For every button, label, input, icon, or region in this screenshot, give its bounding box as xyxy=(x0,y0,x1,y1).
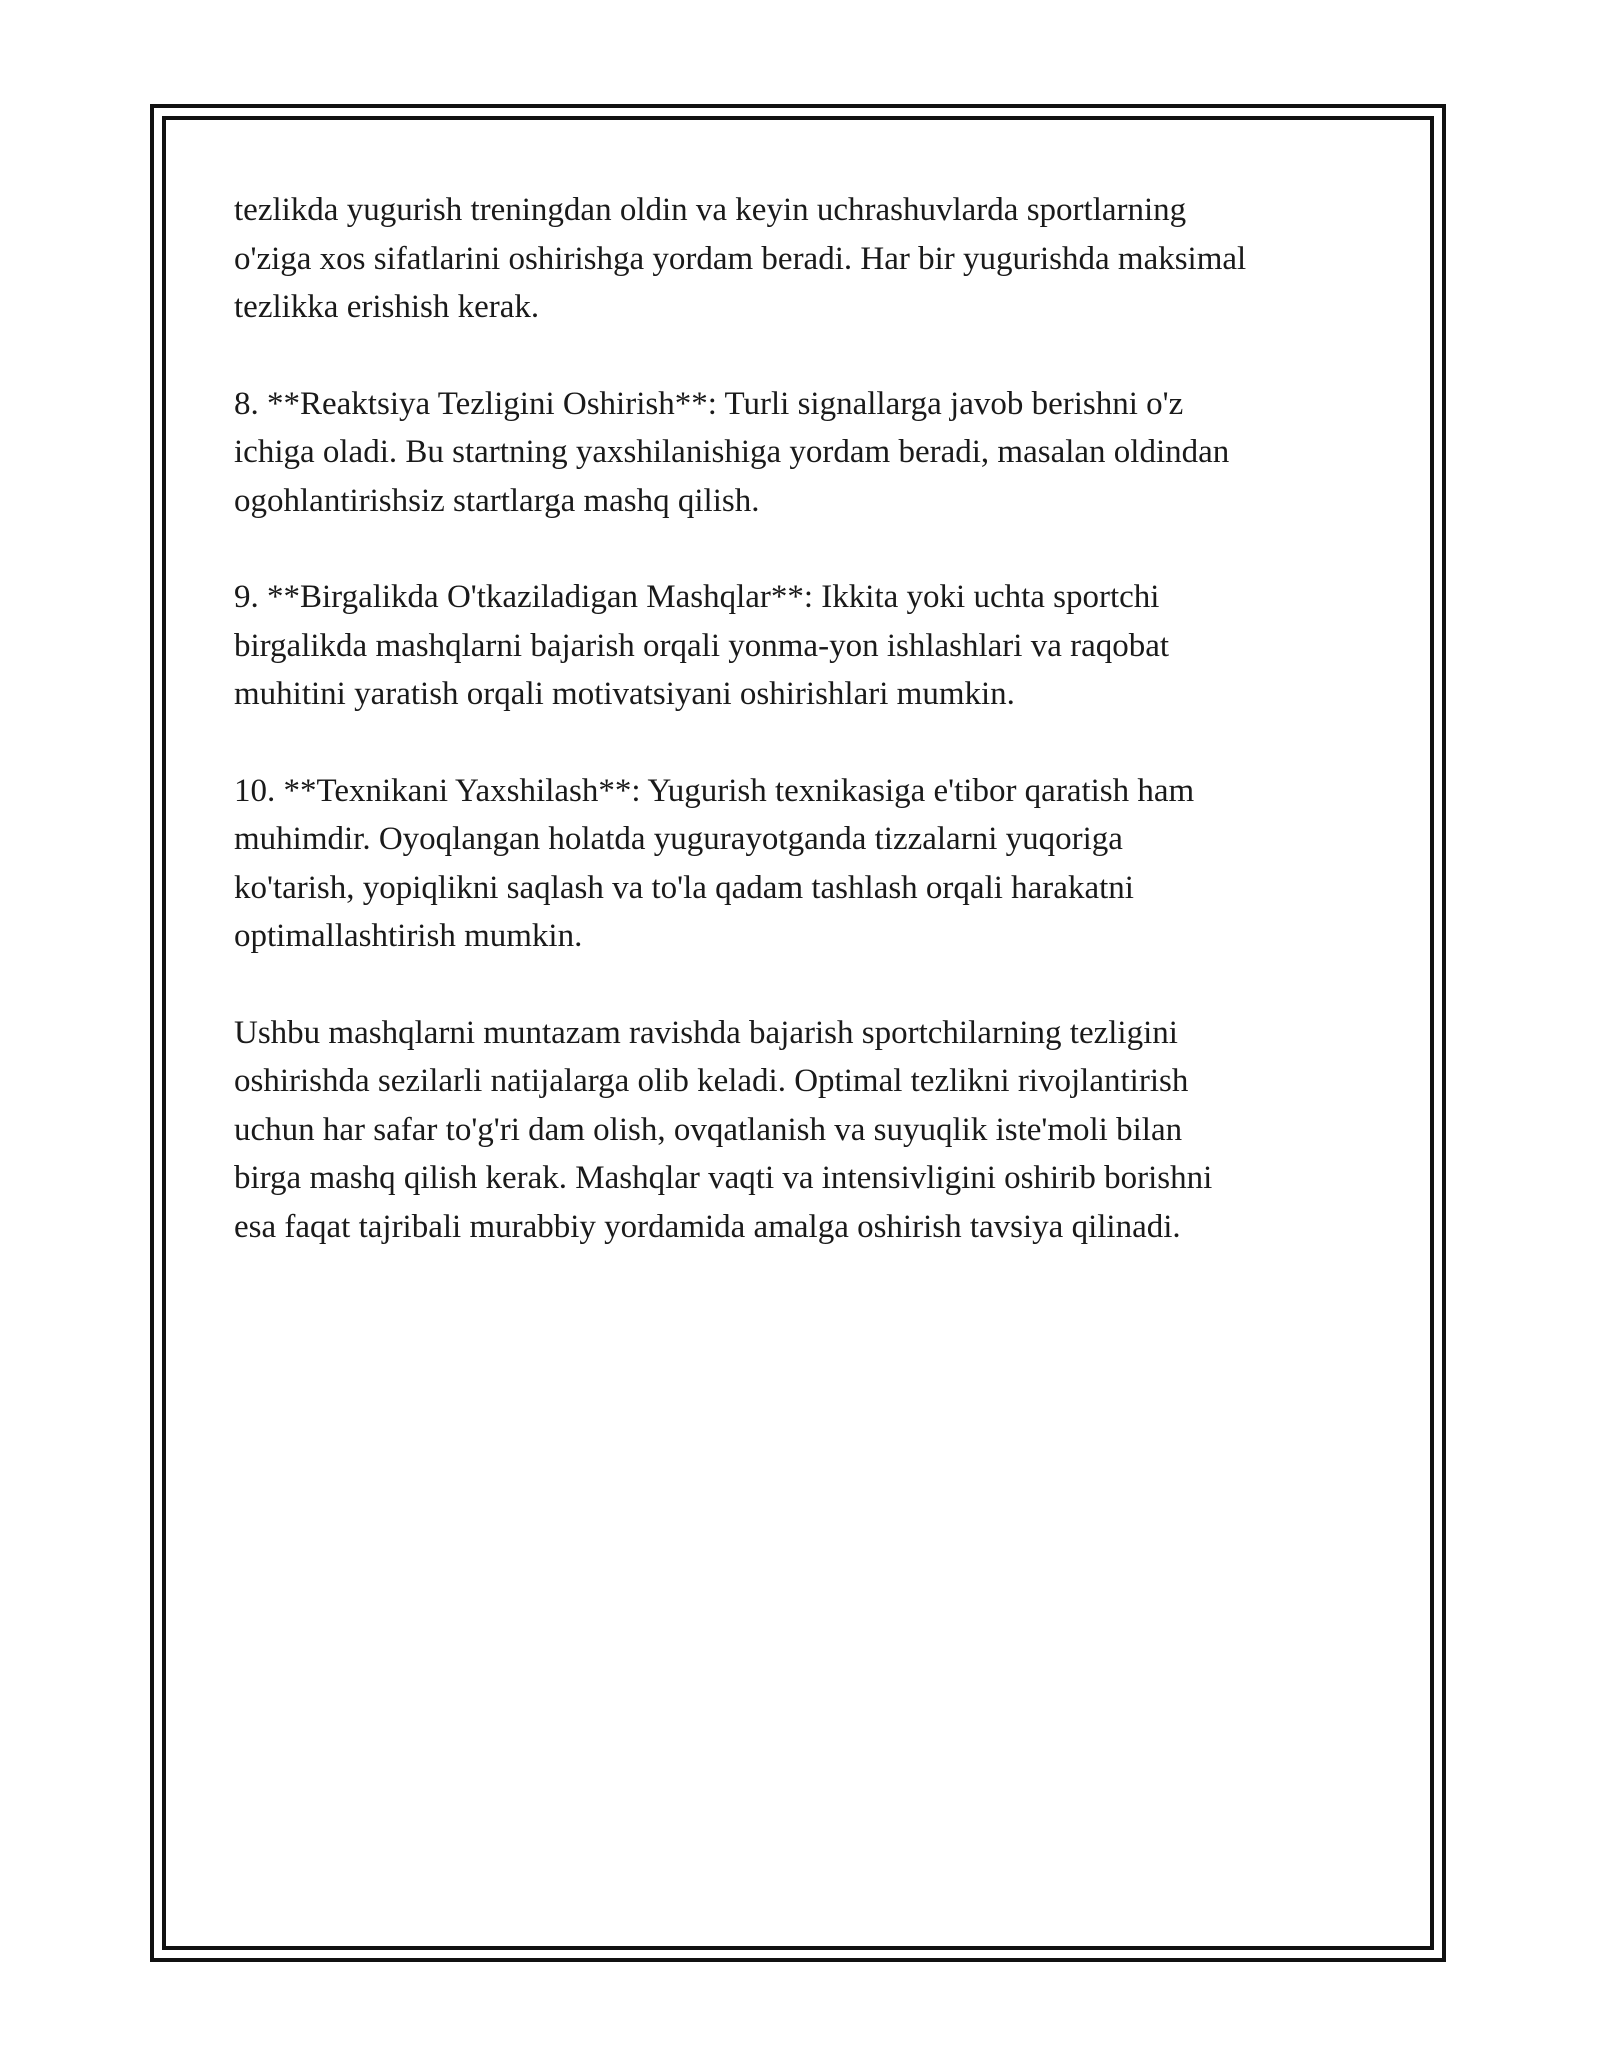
document-body xyxy=(234,186,1384,1299)
paragraph-conclusion: Ushbu mashqlarni muntazam ravishda bajarish sportchilarning tezligini oshirishda sezilarli natijalarga olib keladi. Optimal tezlikni rivojlantirish uchun har safar to'g'ri dam olish, ovqatlanish va suyuqlik iste'moli bilan birga mashq qilish kerak. Mashqlar vaqti va intensivligini oshirib borishni esa faqat tajribali murabbiy yordamida amalga oshirish tavsiya qilinadi. xyxy=(234,1014,1213,1245)
paragraph-item-10-technique: 10. **Texnikani Yaxshilash**: Yugurish texnikasiga e'tibor qaratish ham muhimdir. Oyoqlangan holatda yugurayotganda tizzalarni yuqoriga ko'tarish, yopiqlikni saqlash va to'la qadam tashlash orqali harakatni optimallashtirish mumkin. xyxy=(234,772,1195,954)
paragraph-speed-running-continuation: tezlikda yugurish treningdan oldin va keyin uchrashuvlarda sportlarning o'ziga xos sifatlarini oshirishga yordam beradi. Har bir yugurishda maksimal tezlikka erishish kerak. xyxy=(234,192,1247,325)
paragraph-item-8-reaction-speed: 8. **Reaktsiya Tezligini Oshirish**: Turli signallarga javob berishni o'z ichiga oladi. Bu startning yaxshilanishiga yordam beradi, masalan oldindan ogohlantirishsiz startlarga mashq qilish. xyxy=(234,385,1230,519)
paragraph-item-9-group-exercises: 9. **Birgalikda O'tkaziladigan Mashqlar**: Ikkita yoki uchta sportchi birgalikda mashqlarni bajarish orqali yonma-yon ishlashlari va raqobat muhitini yaratish orqali motivatsiyani oshirishlari mumkin. xyxy=(234,579,1170,712)
